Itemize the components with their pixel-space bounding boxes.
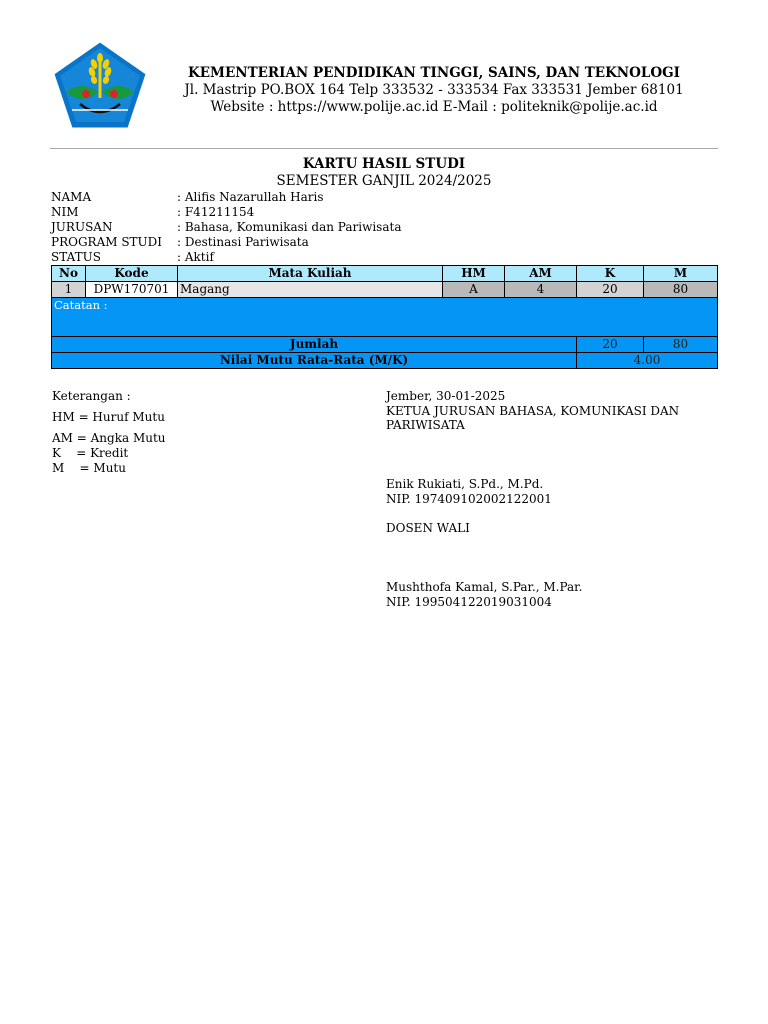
cell-m: 80 (644, 282, 718, 298)
ketua-title: KETUA JURUSAN BAHASA, KOMUNIKASI DAN PARIWISATA (386, 404, 680, 432)
info-value: : Aktif (177, 250, 214, 264)
keterangan-title: Keterangan : (52, 389, 131, 403)
ministry-name: KEMENTERIAN PENDIDIKAN TINGGI, SAINS, DAN TEKNOLOGI (187, 65, 680, 81)
header-am: AM (505, 266, 577, 282)
jumlah-m: 80 (644, 337, 718, 353)
header-no: No (52, 266, 86, 282)
keterangan-item: AM = Angka Mutu (52, 431, 166, 445)
table-header-row (52, 266, 718, 282)
info-label: NIM (51, 205, 79, 219)
contact-line: Website : https://www.polije.ac.id E-Mail : politeknik@polije.ac.id (210, 99, 658, 115)
note-cell: Catatan : (52, 298, 718, 337)
header-m: M (644, 266, 718, 282)
cell-hm: A (443, 282, 505, 298)
nilai-row (52, 353, 718, 369)
header-divider (50, 148, 718, 149)
polije-logo-icon (52, 40, 148, 130)
note-row (52, 298, 718, 337)
cell-k: 20 (577, 282, 644, 298)
wali-nip: NIP. 199504122019031004 (386, 595, 552, 609)
info-label: PROGRAM STUDI (51, 235, 163, 249)
nilai-value: 4.00 (577, 353, 718, 369)
info-value: : Destinasi Pariwisata (177, 235, 309, 249)
letterhead (160, 64, 708, 116)
info-value: : Bahasa, Komunikasi dan Pariwisata (177, 220, 402, 234)
jumlah-k: 20 (577, 337, 644, 353)
info-label: NAMA (51, 190, 92, 204)
cell-am: 4 (505, 282, 577, 298)
keterangan-item: M = Mutu (52, 461, 126, 475)
keterangan-item: HM = Huruf Mutu (52, 410, 165, 424)
place-date: Jember, 30-01-2025 (386, 389, 506, 403)
cell-kode: DPW170701 (86, 282, 178, 298)
header-kode: Kode (86, 266, 178, 282)
wali-title: DOSEN WALI (386, 521, 470, 535)
nilai-label: Nilai Mutu Rata-Rata (M/K) (52, 353, 577, 369)
semester-label: SEMESTER GANJIL 2024/2025 (276, 173, 492, 189)
jumlah-row (52, 337, 718, 353)
header-k: K (577, 266, 644, 282)
cell-mata-kuliah: Magang (178, 282, 443, 298)
keterangan-item: K = Kredit (52, 446, 129, 460)
wali-name: Mushthofa Kamal, S.Par., M.Par. (386, 580, 583, 594)
info-value: : F41211154 (177, 205, 255, 219)
info-label: JURUSAN (51, 220, 113, 234)
info-label: STATUS (51, 250, 101, 264)
address-line: Jl. Mastrip PO.BOX 164 Telp 333532 - 333534 Fax 333531 Jember 68101 (184, 82, 684, 98)
signature-block (386, 389, 706, 609)
info-value: : Alifis Nazarullah Haris (177, 190, 324, 204)
ketua-name: Enik Rukiati, S.Pd., M.Pd. (386, 477, 544, 491)
jumlah-label: Jumlah (52, 337, 577, 353)
table-row (52, 282, 718, 298)
header-hm: HM (443, 266, 505, 282)
keterangan-block (52, 389, 166, 476)
ketua-nip: NIP. 197409102002122001 (386, 492, 552, 506)
header-mata-kuliah: Mata Kuliah (178, 266, 443, 282)
cell-no: 1 (52, 282, 86, 298)
document-title: KARTU HASIL STUDI (302, 156, 466, 172)
grades-table (51, 265, 718, 369)
